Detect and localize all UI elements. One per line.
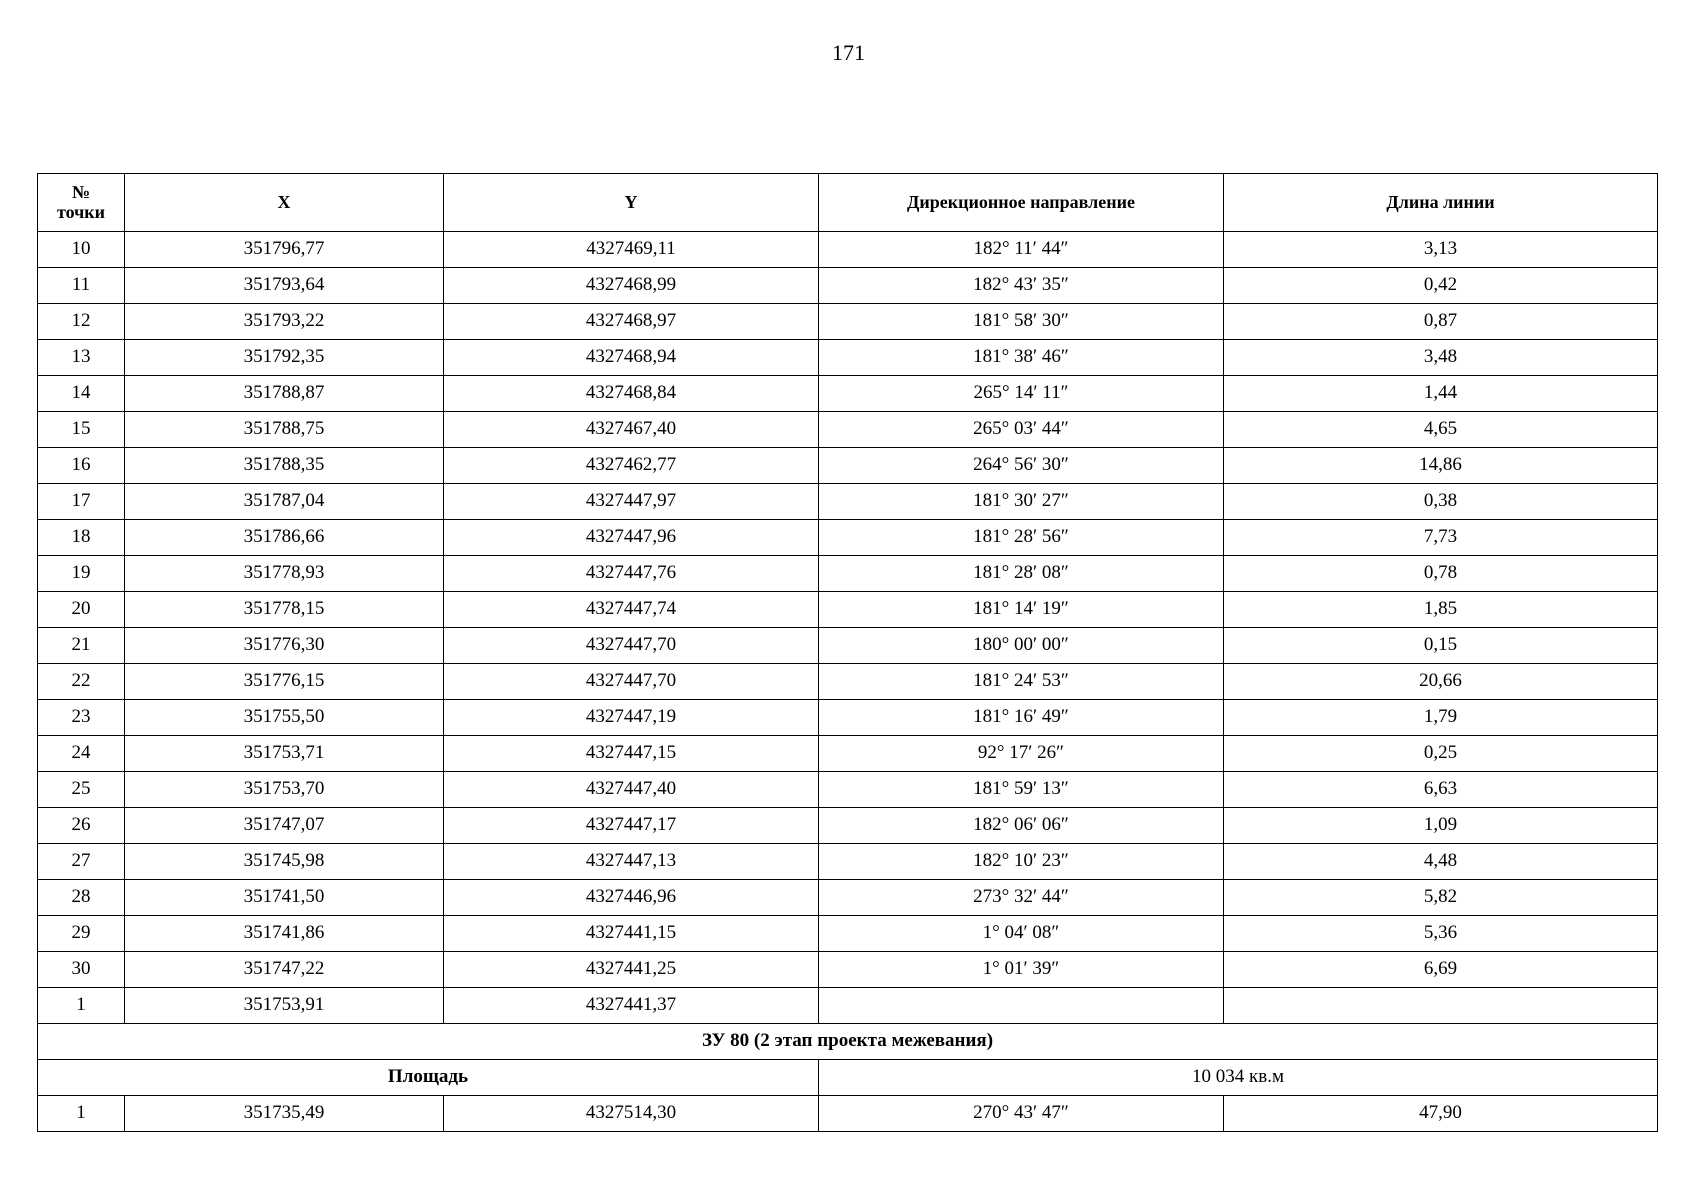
table-row — [38, 304, 1658, 340]
table-row — [38, 844, 1658, 880]
cell-point-number: 14 — [38, 376, 125, 412]
cell-length: 3,13 — [1224, 232, 1658, 268]
cell-direction: 92° 17′ 26″ — [819, 736, 1224, 772]
cell-length: 1,85 — [1224, 592, 1658, 628]
cell-x: 351755,50 — [125, 700, 444, 736]
cell-direction: 180° 00′ 00″ — [819, 628, 1224, 664]
cell-direction: 1° 01′ 39″ — [819, 952, 1224, 988]
table-row — [38, 448, 1658, 484]
cell-point-number: 19 — [38, 556, 125, 592]
table-row — [38, 412, 1658, 448]
cell-length: 6,63 — [1224, 772, 1658, 808]
cell-x: 351796,77 — [125, 232, 444, 268]
cell-direction: 264° 56′ 30″ — [819, 448, 1224, 484]
cell-point-number: 22 — [38, 664, 125, 700]
cell-direction: 273° 32′ 44″ — [819, 880, 1224, 916]
table-row — [38, 1096, 1658, 1132]
cell-length: 0,15 — [1224, 628, 1658, 664]
cell-direction: 181° 30′ 27″ — [819, 484, 1224, 520]
cell-y: 4327447,76 — [444, 556, 819, 592]
cell-direction: 182° 43′ 35″ — [819, 268, 1224, 304]
cell-x: 351788,87 — [125, 376, 444, 412]
cell-point-number: 11 — [38, 268, 125, 304]
cell-point-number: 18 — [38, 520, 125, 556]
cell-y: 4327447,70 — [444, 664, 819, 700]
area-row — [38, 1060, 1658, 1096]
cell-y: 4327462,77 — [444, 448, 819, 484]
cell-point-number: 23 — [38, 700, 125, 736]
cell-x: 351753,70 — [125, 772, 444, 808]
table-row — [38, 664, 1658, 700]
cell-point-number: 20 — [38, 592, 125, 628]
cell-x: 351793,64 — [125, 268, 444, 304]
cell-point-number: 27 — [38, 844, 125, 880]
cell-length: 5,36 — [1224, 916, 1658, 952]
coordinates-table — [37, 173, 1658, 1132]
cell-x: 351747,22 — [125, 952, 444, 988]
cell-direction: 265° 03′ 44″ — [819, 412, 1224, 448]
cell-x: 351753,71 — [125, 736, 444, 772]
table-row — [38, 772, 1658, 808]
cell-point-number: 1 — [38, 1096, 125, 1132]
header-y: Y — [444, 174, 819, 232]
cell-point-number: 30 — [38, 952, 125, 988]
header-length: Длина линии — [1224, 174, 1658, 232]
cell-point-number: 10 — [38, 232, 125, 268]
cell-x: 351735,49 — [125, 1096, 444, 1132]
cell-x: 351741,50 — [125, 880, 444, 916]
area-value: 10 034 кв.м — [819, 1060, 1658, 1096]
cell-y: 4327447,97 — [444, 484, 819, 520]
cell-length: 20,66 — [1224, 664, 1658, 700]
section-title: ЗУ 80 (2 этап проекта межевания) — [38, 1024, 1658, 1060]
cell-y: 4327447,70 — [444, 628, 819, 664]
cell-length: 47,90 — [1224, 1096, 1658, 1132]
cell-y: 4327447,15 — [444, 736, 819, 772]
cell-length: 5,82 — [1224, 880, 1658, 916]
table-row — [38, 700, 1658, 736]
cell-length — [1224, 988, 1658, 1024]
cell-point-number: 16 — [38, 448, 125, 484]
table-row — [38, 268, 1658, 304]
header-point-number: № точки — [38, 174, 125, 232]
cell-y: 4327447,96 — [444, 520, 819, 556]
cell-point-number: 1 — [38, 988, 125, 1024]
cell-direction: 181° 38′ 46″ — [819, 340, 1224, 376]
cell-x: 351741,86 — [125, 916, 444, 952]
table-row — [38, 484, 1658, 520]
cell-y: 4327441,15 — [444, 916, 819, 952]
cell-direction: 181° 14′ 19″ — [819, 592, 1224, 628]
cell-length: 6,69 — [1224, 952, 1658, 988]
cell-x: 351776,15 — [125, 664, 444, 700]
table-row — [38, 736, 1658, 772]
section-title-row — [38, 1024, 1658, 1060]
cell-x: 351745,98 — [125, 844, 444, 880]
cell-length: 1,09 — [1224, 808, 1658, 844]
cell-x: 351778,93 — [125, 556, 444, 592]
page-number: 171 — [832, 40, 865, 65]
table-row — [38, 340, 1658, 376]
cell-direction: 181° 24′ 53″ — [819, 664, 1224, 700]
cell-point-number: 12 — [38, 304, 125, 340]
cell-x: 351753,91 — [125, 988, 444, 1024]
table-header-row — [38, 174, 1658, 232]
cell-direction: 1° 04′ 08″ — [819, 916, 1224, 952]
table-row — [38, 988, 1658, 1024]
cell-direction: 182° 11′ 44″ — [819, 232, 1224, 268]
cell-direction — [819, 988, 1224, 1024]
cell-length: 0,87 — [1224, 304, 1658, 340]
table-row — [38, 952, 1658, 988]
cell-y: 4327468,99 — [444, 268, 819, 304]
cell-y: 4327469,11 — [444, 232, 819, 268]
table-row — [38, 808, 1658, 844]
cell-x: 351778,15 — [125, 592, 444, 628]
cell-y: 4327447,40 — [444, 772, 819, 808]
cell-x: 351787,04 — [125, 484, 444, 520]
cell-direction: 181° 16′ 49″ — [819, 700, 1224, 736]
cell-x: 351792,35 — [125, 340, 444, 376]
cell-y: 4327447,13 — [444, 844, 819, 880]
cell-x: 351788,75 — [125, 412, 444, 448]
cell-point-number: 24 — [38, 736, 125, 772]
cell-point-number: 25 — [38, 772, 125, 808]
cell-point-number: 29 — [38, 916, 125, 952]
table-row — [38, 376, 1658, 412]
cell-y: 4327441,25 — [444, 952, 819, 988]
table-row — [38, 520, 1658, 556]
cell-y: 4327447,17 — [444, 808, 819, 844]
cell-y: 4327514,30 — [444, 1096, 819, 1132]
cell-direction: 265° 14′ 11″ — [819, 376, 1224, 412]
cell-y: 4327468,94 — [444, 340, 819, 376]
area-label: Площадь — [38, 1060, 819, 1096]
table-row — [38, 628, 1658, 664]
header-x: X — [125, 174, 444, 232]
table-row — [38, 232, 1658, 268]
cell-direction: 182° 10′ 23″ — [819, 844, 1224, 880]
cell-y: 4327468,97 — [444, 304, 819, 340]
cell-point-number: 21 — [38, 628, 125, 664]
cell-y: 4327468,84 — [444, 376, 819, 412]
cell-point-number: 13 — [38, 340, 125, 376]
cell-length: 0,38 — [1224, 484, 1658, 520]
cell-length: 1,44 — [1224, 376, 1658, 412]
cell-length: 14,86 — [1224, 448, 1658, 484]
cell-x: 351786,66 — [125, 520, 444, 556]
cell-direction: 181° 59′ 13″ — [819, 772, 1224, 808]
cell-x: 351788,35 — [125, 448, 444, 484]
cell-y: 4327467,40 — [444, 412, 819, 448]
cell-x: 351776,30 — [125, 628, 444, 664]
cell-length: 1,79 — [1224, 700, 1658, 736]
header-direction: Дирекционное направление — [819, 174, 1224, 232]
cell-point-number: 28 — [38, 880, 125, 916]
cell-y: 4327441,37 — [444, 988, 819, 1024]
table-row — [38, 916, 1658, 952]
cell-direction: 270° 43′ 47″ — [819, 1096, 1224, 1132]
cell-x: 351793,22 — [125, 304, 444, 340]
cell-length: 4,48 — [1224, 844, 1658, 880]
cell-y: 4327447,19 — [444, 700, 819, 736]
table-row — [38, 556, 1658, 592]
cell-direction: 182° 06′ 06″ — [819, 808, 1224, 844]
cell-y: 4327446,96 — [444, 880, 819, 916]
cell-y: 4327447,74 — [444, 592, 819, 628]
cell-length: 7,73 — [1224, 520, 1658, 556]
cell-direction: 181° 28′ 56″ — [819, 520, 1224, 556]
cell-direction: 181° 28′ 08″ — [819, 556, 1224, 592]
cell-length: 0,42 — [1224, 268, 1658, 304]
cell-length: 3,48 — [1224, 340, 1658, 376]
cell-point-number: 15 — [38, 412, 125, 448]
cell-point-number: 17 — [38, 484, 125, 520]
cell-length: 4,65 — [1224, 412, 1658, 448]
table-row — [38, 592, 1658, 628]
cell-length: 0,25 — [1224, 736, 1658, 772]
table-row — [38, 880, 1658, 916]
cell-direction: 181° 58′ 30″ — [819, 304, 1224, 340]
cell-length: 0,78 — [1224, 556, 1658, 592]
cell-x: 351747,07 — [125, 808, 444, 844]
cell-point-number: 26 — [38, 808, 125, 844]
